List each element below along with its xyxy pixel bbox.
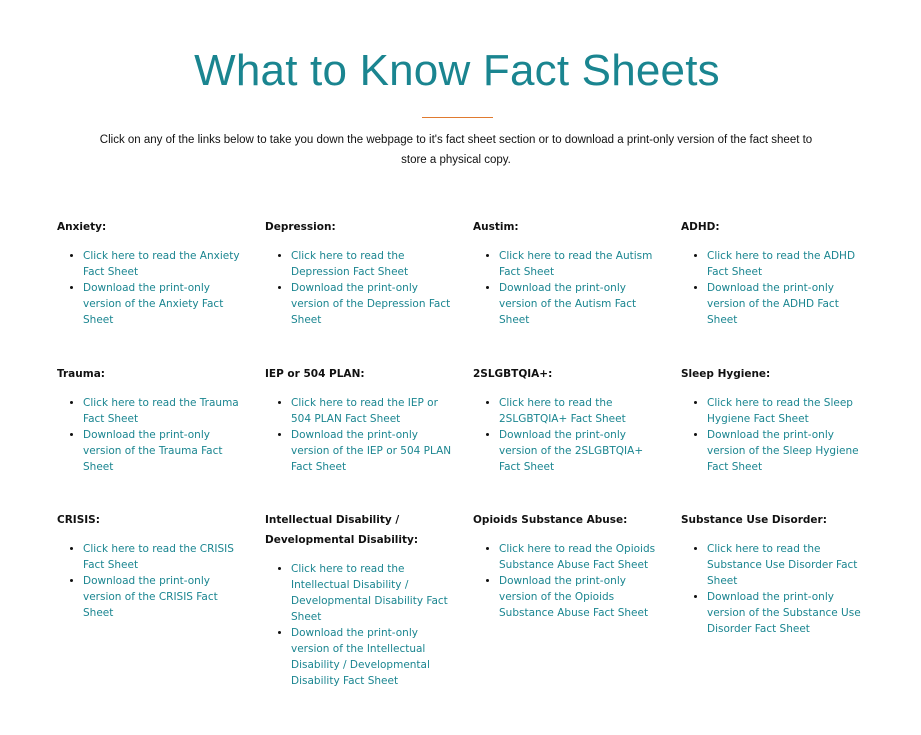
list-item xyxy=(291,280,455,328)
download-intellectual-disability-link[interactable]: Download the print-only version of the Intellectual Disability / Developmental Disability Fact Sheet xyxy=(291,627,430,687)
read-depression-link[interactable]: Click here to read the Depression Fact Sheet xyxy=(291,250,409,278)
read-substance-use-link[interactable]: Click here to read the Substance Use Disorder Fact Sheet xyxy=(707,543,858,587)
link-list xyxy=(681,541,871,637)
section-title: Sleep Hygiene: xyxy=(681,368,771,380)
section-title: 2SLGBTQIA+: xyxy=(473,368,553,380)
download-substance-use-link[interactable]: Download the print-only version of the Substance Use Disorder Fact Sheet xyxy=(707,591,861,635)
read-sleep-hygiene-link[interactable]: Click here to read the Sleep Hygiene Fact Sheet xyxy=(707,397,853,425)
section-autism xyxy=(473,217,663,328)
download-autism-link[interactable]: Download the print-only version of the Autism Fact Sheet xyxy=(499,282,637,326)
download-2slgbtqia-link[interactable]: Download the print-only version of the 2SLGBTQIA+ Fact Sheet xyxy=(499,429,644,473)
download-depression-link[interactable]: Download the print-only version of the Depression Fact Sheet xyxy=(291,282,451,326)
list-item xyxy=(291,395,455,427)
list-item xyxy=(291,427,455,475)
section-iep-504-plan xyxy=(265,364,455,475)
link-list xyxy=(473,395,663,475)
list-item xyxy=(83,395,247,427)
list-item xyxy=(499,573,663,621)
download-iep-504-link[interactable]: Download the print-only version of the IEP or 504 PLAN Fact Sheet xyxy=(291,429,452,473)
section-substance-use-disorder xyxy=(681,510,871,637)
link-list xyxy=(265,248,455,328)
list-item xyxy=(707,395,871,427)
section-opioids-substance-abuse xyxy=(473,510,663,621)
link-list xyxy=(473,541,663,621)
section-title: Opioids Substance Abuse: xyxy=(473,514,628,526)
read-anxiety-link[interactable]: Click here to read the Anxiety Fact Sheet xyxy=(83,250,240,278)
download-trauma-link[interactable]: Download the print-only version of the Trauma Fact Sheet xyxy=(83,429,223,473)
list-item xyxy=(707,589,871,637)
download-sleep-hygiene-link[interactable]: Download the print-only version of the Sleep Hygiene Fact Sheet xyxy=(707,429,859,473)
list-item xyxy=(707,427,871,475)
link-list xyxy=(473,248,663,328)
link-list xyxy=(681,395,871,475)
list-item xyxy=(83,280,247,328)
read-iep-504-link[interactable]: Click here to read the IEP or 504 PLAN Fact Sheet xyxy=(291,397,438,425)
read-intellectual-disability-link[interactable]: Click here to read the Intellectual Disability / Developmental Disability Fact Sheet xyxy=(291,563,448,623)
list-item xyxy=(83,427,247,475)
list-item xyxy=(291,561,455,625)
section-trauma xyxy=(57,364,247,475)
section-intellectual-disability xyxy=(265,510,455,689)
list-item xyxy=(707,280,871,328)
section-title: Intellectual Disability / Developmental Disability: xyxy=(265,514,419,546)
section-2slgbtqia xyxy=(473,364,663,475)
section-title: Trauma: xyxy=(57,368,105,380)
download-opioids-link[interactable]: Download the print-only version of the Opioids Substance Abuse Fact Sheet xyxy=(499,575,649,619)
list-item xyxy=(499,395,663,427)
link-list xyxy=(265,561,455,689)
section-title: IEP or 504 PLAN: xyxy=(265,368,365,380)
list-item xyxy=(499,427,663,475)
list-item xyxy=(291,248,455,280)
list-item xyxy=(499,541,663,573)
read-crisis-link[interactable]: Click here to read the CRISIS Fact Sheet xyxy=(83,543,234,571)
download-adhd-link[interactable]: Download the print-only version of the ADHD Fact Sheet xyxy=(707,282,839,326)
link-list xyxy=(681,248,871,328)
read-adhd-link[interactable]: Click here to read the ADHD Fact Sheet xyxy=(707,250,856,278)
link-list xyxy=(57,395,247,475)
list-item xyxy=(499,248,663,280)
list-item xyxy=(83,573,247,621)
link-list xyxy=(265,395,455,475)
section-sleep-hygiene xyxy=(681,364,871,475)
section-crisis xyxy=(57,510,247,621)
section-depression xyxy=(265,217,455,328)
download-crisis-link[interactable]: Download the print-only version of the CRISIS Fact Sheet xyxy=(83,575,218,619)
list-item xyxy=(499,280,663,328)
list-item xyxy=(83,248,247,280)
section-adhd xyxy=(681,217,871,328)
link-list xyxy=(57,248,247,328)
intro-text: Click on any of the links below to take you down the webpage to it's fact sheet section or to download a print-only version of the fact sheet to store a physical copy. xyxy=(99,134,813,166)
section-title: ADHD: xyxy=(681,221,720,233)
list-item xyxy=(707,541,871,589)
download-anxiety-link[interactable]: Download the print-only version of the Anxiety Fact Sheet xyxy=(83,282,224,326)
list-item xyxy=(291,625,455,689)
list-item xyxy=(83,541,247,573)
read-2slgbtqia-link[interactable]: Click here to read the 2SLGBTQIA+ Fact Sheet xyxy=(499,397,626,425)
section-title: CRISIS: xyxy=(57,514,100,526)
page-title: What to Know Fact Sheets xyxy=(194,46,720,95)
read-autism-link[interactable]: Click here to read the Autism Fact Sheet xyxy=(499,250,653,278)
title-divider xyxy=(422,117,493,118)
section-title: Depression: xyxy=(265,221,336,233)
list-item xyxy=(707,248,871,280)
section-title: Austim: xyxy=(473,221,519,233)
read-trauma-link[interactable]: Click here to read the Trauma Fact Sheet xyxy=(83,397,239,425)
section-title: Anxiety: xyxy=(57,221,107,233)
section-anxiety xyxy=(57,217,247,328)
read-opioids-link[interactable]: Click here to read the Opioids Substance Abuse Fact Sheet xyxy=(499,543,656,571)
section-title: Substance Use Disorder: xyxy=(681,514,827,526)
link-list xyxy=(57,541,247,621)
